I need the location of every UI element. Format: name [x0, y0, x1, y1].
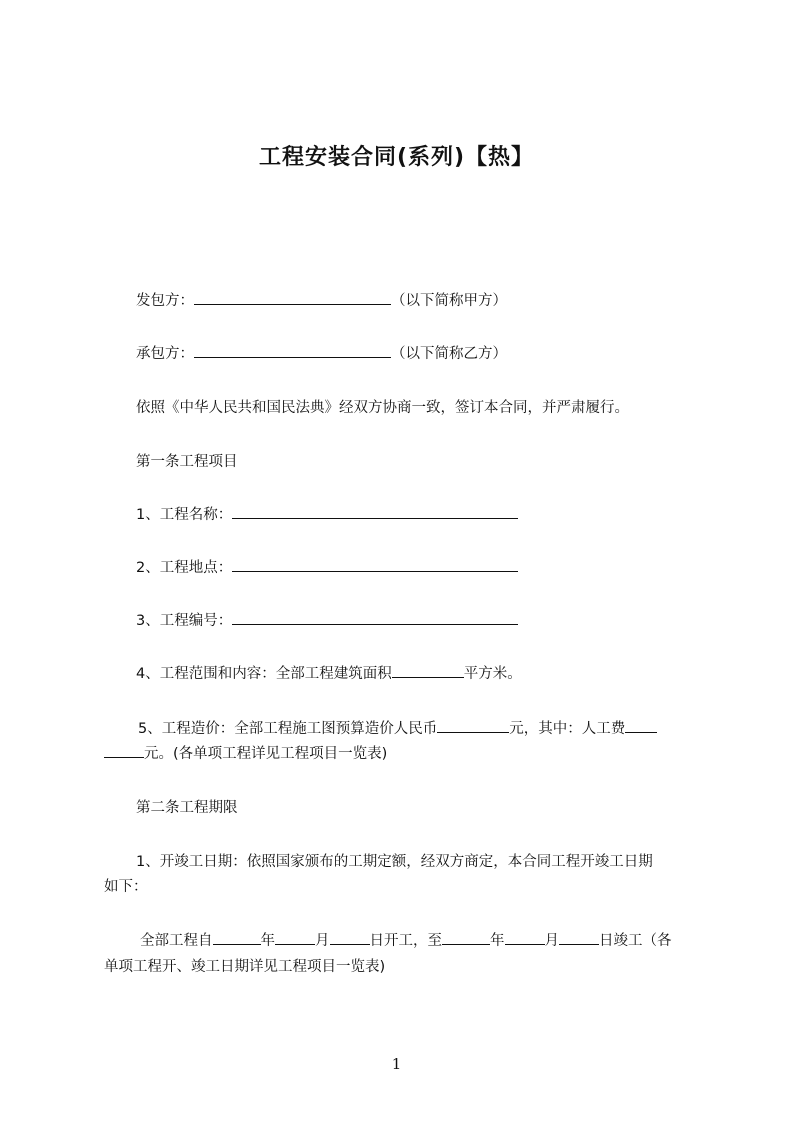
party-a-blank[interactable] [194, 289, 391, 305]
party-a-label: 发包方： [136, 293, 194, 309]
start-day-text: 日开工，至 [369, 933, 442, 949]
project-number-line [104, 608, 736, 634]
start-year-label: 年 [260, 933, 275, 949]
end-year-label: 年 [490, 933, 505, 949]
page-number: 1 [391, 1055, 402, 1073]
party-b-label: 承包方： [136, 346, 194, 362]
party-b-suffix: （以下简称乙方） [391, 346, 507, 362]
project-number-blank[interactable] [232, 609, 518, 625]
project-cost-text: 5、工程造价：全部工程施工图预算造价人民币 [138, 721, 438, 737]
project-scope-text: 4、工程范围和内容：全部工程建筑面积 [136, 666, 392, 682]
end-month-blank[interactable] [505, 929, 545, 945]
labor-cost-blank-a[interactable] [625, 717, 657, 733]
project-name-label: 1、工程名称： [136, 507, 233, 523]
page-title: 工程安装合同(系列)【热】 [258, 145, 535, 170]
cost-note: 元。(各单项工程详见工程项目一览表) [144, 746, 388, 762]
dates-line2: 单项工程开、竣工日期详见工程项目一览表) [104, 959, 386, 975]
start-year-blank[interactable] [213, 929, 261, 945]
end-year-blank[interactable] [442, 929, 490, 945]
area-unit: 平方米。 [463, 666, 522, 682]
end-day-text: 日竣工（各 [599, 933, 672, 949]
labor-cost-text: 元，其中：人工费 [509, 721, 626, 737]
project-location-line [104, 555, 736, 581]
project-location-label: 2、工程地点： [136, 560, 233, 576]
party-b-blank[interactable] [194, 342, 391, 358]
project-name-line [104, 502, 736, 528]
cost-blank[interactable] [437, 717, 509, 733]
project-cost-line2 [104, 741, 704, 767]
article1-heading: 第一条工程项目 [136, 454, 238, 470]
start-month-blank[interactable] [275, 929, 315, 945]
intro-paragraph: 依照《中华人民共和国民法典》经双方协商一致，签订本合同，并严肃履行。 [136, 400, 629, 416]
end-day-blank[interactable] [559, 929, 599, 945]
dates-start-text: 全部工程自 [140, 933, 213, 949]
project-cost-line1 [104, 716, 738, 742]
project-number-label: 3、工程编号： [136, 613, 233, 629]
project-scope-line [104, 661, 736, 687]
schedule-line2: 如下： [104, 879, 148, 895]
party-a-line [104, 288, 736, 314]
article2-heading: 第二条工程期限 [136, 800, 238, 816]
labor-cost-blank-b[interactable] [104, 742, 144, 758]
dates-line1 [104, 928, 740, 954]
project-location-blank[interactable] [232, 556, 518, 572]
start-day-blank[interactable] [330, 929, 370, 945]
schedule-line1: 1、开竣工日期：依照国家颁布的工期定额，经双方商定，本合同工程开竣工日期 [136, 854, 653, 870]
party-b-line [104, 341, 736, 367]
start-month-label: 月 [315, 933, 330, 949]
party-a-suffix: （以下简称甲方） [391, 293, 507, 309]
area-blank[interactable] [392, 662, 464, 678]
project-name-blank[interactable] [232, 503, 518, 519]
end-month-label: 月 [544, 933, 559, 949]
